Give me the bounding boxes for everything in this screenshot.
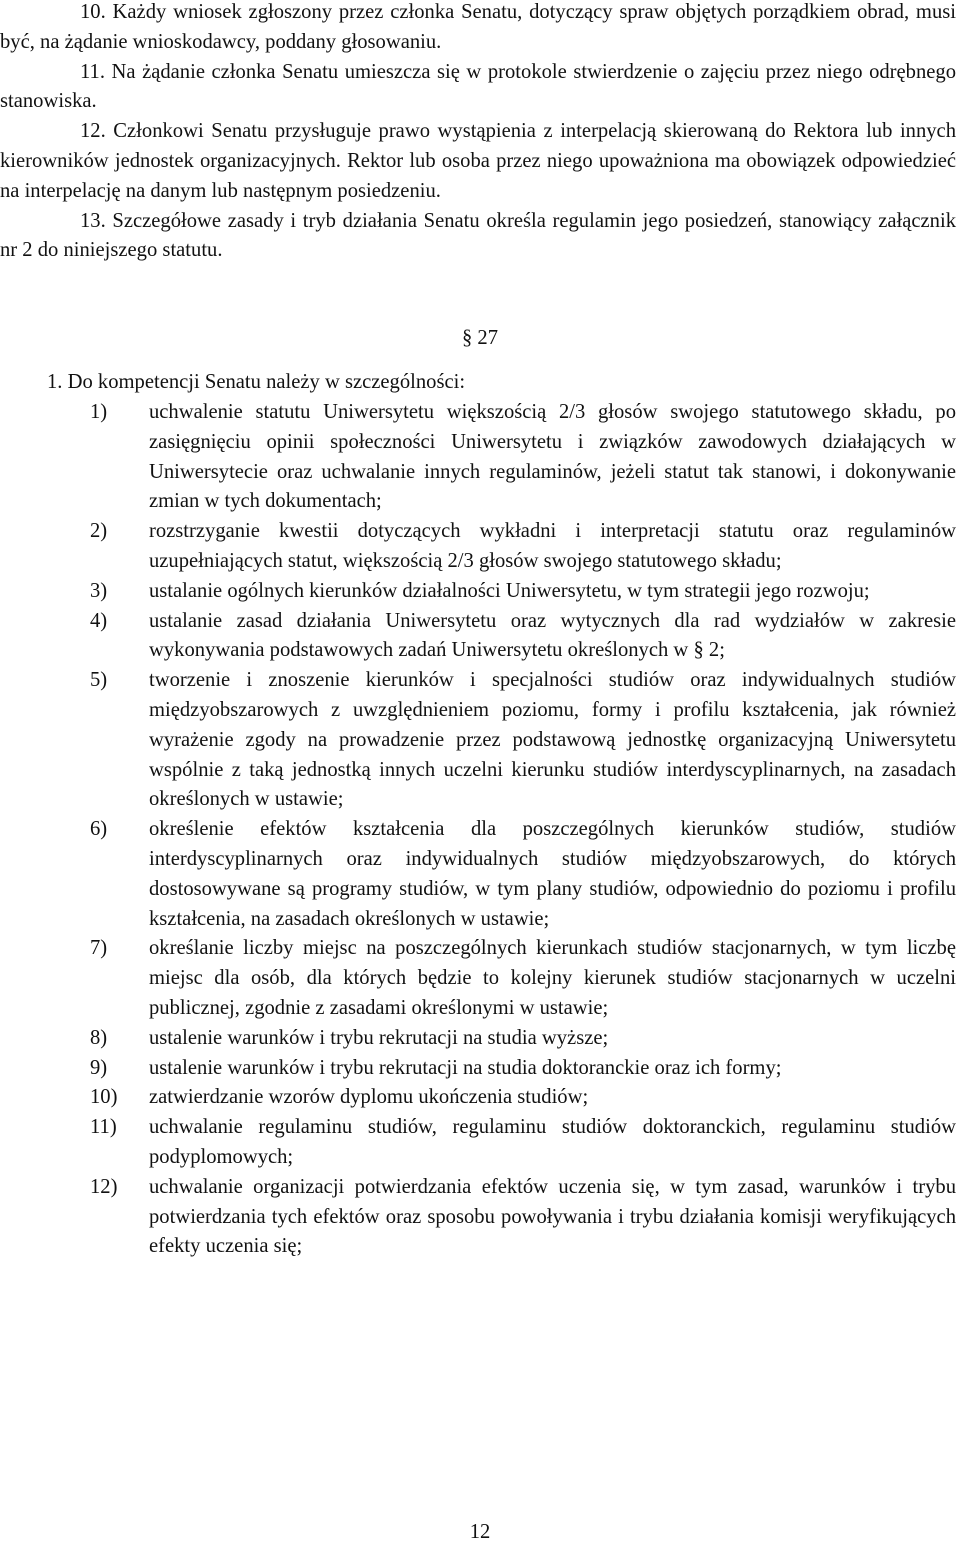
list-item-number: 11) [90, 1116, 117, 1139]
list-item-number: 2) [90, 520, 108, 543]
paragraph-11: 11. Na żądanie członka Senatu umieszcza się w protokole stwierdzenie o zajęciu przez niego odrębnego stanowiska. [0, 60, 956, 113]
list-item [0, 1054, 956, 1084]
list-item-text: ustalanie ogólnych kierunków działalności Uniwersytetu, w tym strategii jego rozwoju; [149, 579, 870, 602]
list-item [0, 1024, 956, 1054]
list-item-text: rozstrzyganie kwestii dotyczących wykładni i interpretacji statutu oraz regulaminów uzupełniających statut, większością 2/3 głosów swojego statutowego składu; [149, 520, 956, 572]
list-item [0, 398, 956, 517]
list-item [0, 815, 956, 934]
list-item [0, 1113, 956, 1173]
list-item [0, 607, 956, 667]
section-lead-number: 1. [47, 371, 63, 393]
section-lead-text: Do kompetencji Senatu należy w szczególności: [67, 371, 466, 393]
list-item-number: 12) [90, 1175, 118, 1198]
page-number: 12 [469, 1521, 491, 1543]
list-item-number: 10) [90, 1086, 118, 1109]
list-item-text: określenie efektów kształcenia dla poszczególnych kierunków studiów, studiów interdyscyplinarnych oraz indywidualnych studiów międzyobszarowych, do których dostosowywane są programy studiów, w tym plany studiów, odpowiednio do poziomu i profilu kształcenia, na zasadach określonych w ustawie; [149, 818, 956, 930]
list-item-text: ustalenie warunków i trybu rekrutacji na studia doktoranckie oraz ich formy; [149, 1056, 782, 1079]
list-item-number: 9) [90, 1056, 108, 1079]
list-item-text: ustalanie zasad działania Uniwersytetu oraz wytycznych dla rad wydziałów w zakresie wykonywania podstawowych zadań Uniwersytetu określonych w § 2; [149, 609, 956, 662]
list-item [0, 517, 956, 577]
section-lead [47, 368, 465, 398]
paragraph-12: 12. Członkowi Senatu przysługuje prawo wystąpienia z interpelacją skierowaną do Rektora lub innych kierowników jednostek organizacyjnych. Rektor lub osoba przez niego upoważniona ma obowiązek odpowiedzieć na interpelację na danym lub następnym posiedzeniu. [0, 120, 956, 202]
list-item [0, 1173, 956, 1262]
list-item-number: 5) [90, 669, 108, 692]
list-item-text: zatwierdzanie wzorów dyplomu ukończenia studiów; [149, 1086, 589, 1109]
list-item-text: ustalenie warunków i trybu rekrutacji na studia wyższe; [149, 1026, 609, 1049]
list-item [0, 666, 956, 815]
list-item-text: określanie liczby miejsc na poszczególnych kierunkach studiów stacjonarnych, w tym liczbę miejsc dla osób, dla których będzie to kolejny kierunek studiów stacjonarnych w uczelni publicznej, zgodnie z zasadami określonymi w ustawie; [149, 937, 956, 1019]
list-item-number: 1) [90, 401, 108, 423]
section-heading: § 27 [461, 327, 499, 349]
list-item-text: tworzenie i znoszenie kierunków i specjalności studiów oraz indywidualnych studiów międzyobszarowych z uwzględnieniem poziomu, formy i profilu kształcenia, jak również wyrażenie zgody na prowadzenie przez podstawową jednostkę organizacyjną Uniwersytetu wspólnie z taką jednostką innych uczelni kierunku studiów interdyscyplinarnych, na zasadach określonych w ustawie; [149, 669, 956, 811]
list-item-number: 7) [90, 937, 108, 960]
paragraph-10: 10. Każdy wniosek zgłoszony przez członka Senatu, dotyczący spraw objętych porządkiem obrad, musi być, na żądanie wnioskodawcy, poddany głosowaniu. [0, 1, 956, 53]
list-item-number: 8) [90, 1026, 108, 1049]
list-item-number: 4) [90, 609, 108, 632]
competence-list [0, 398, 956, 1262]
list-item-text: uchwalenie statutu Uniwersytetu większością 2/3 głosów swojego statutowego składu, po zasięgnięciu opinii społeczności Uniwersytetu i związków zawodowych działających w Uniwersytecie oraz uchwalanie innych regulaminów, jeżeli statut tak stanowi, i dokonywanie zmian w tych dokumentach; [149, 401, 956, 513]
intro-paragraphs [0, 0, 956, 266]
list-item-number: 6) [90, 818, 108, 841]
paragraph-13: 13. Szczegółowe zasady i tryb działania Senatu określa regulamin jego posiedzeń, stanowiący załącznik nr 2 do niniejszego statutu. [0, 209, 956, 262]
list-item-text: uchwalanie organizacji potwierdzania efektów uczenia się, w tym zasad, warunków i trybu potwierdzania tych efektów oraz sposobu powoływania i trybu działania komisji weryfikujących efekty uczenia się; [149, 1175, 956, 1258]
list-item [0, 1083, 956, 1113]
list-item [0, 934, 956, 1023]
list-item-text: uchwalanie regulaminu studiów, regulaminu studiów doktoranckich, regulaminu studiów podyplomowych; [149, 1116, 956, 1168]
list-item [0, 577, 956, 607]
list-item-number: 3) [90, 579, 108, 602]
